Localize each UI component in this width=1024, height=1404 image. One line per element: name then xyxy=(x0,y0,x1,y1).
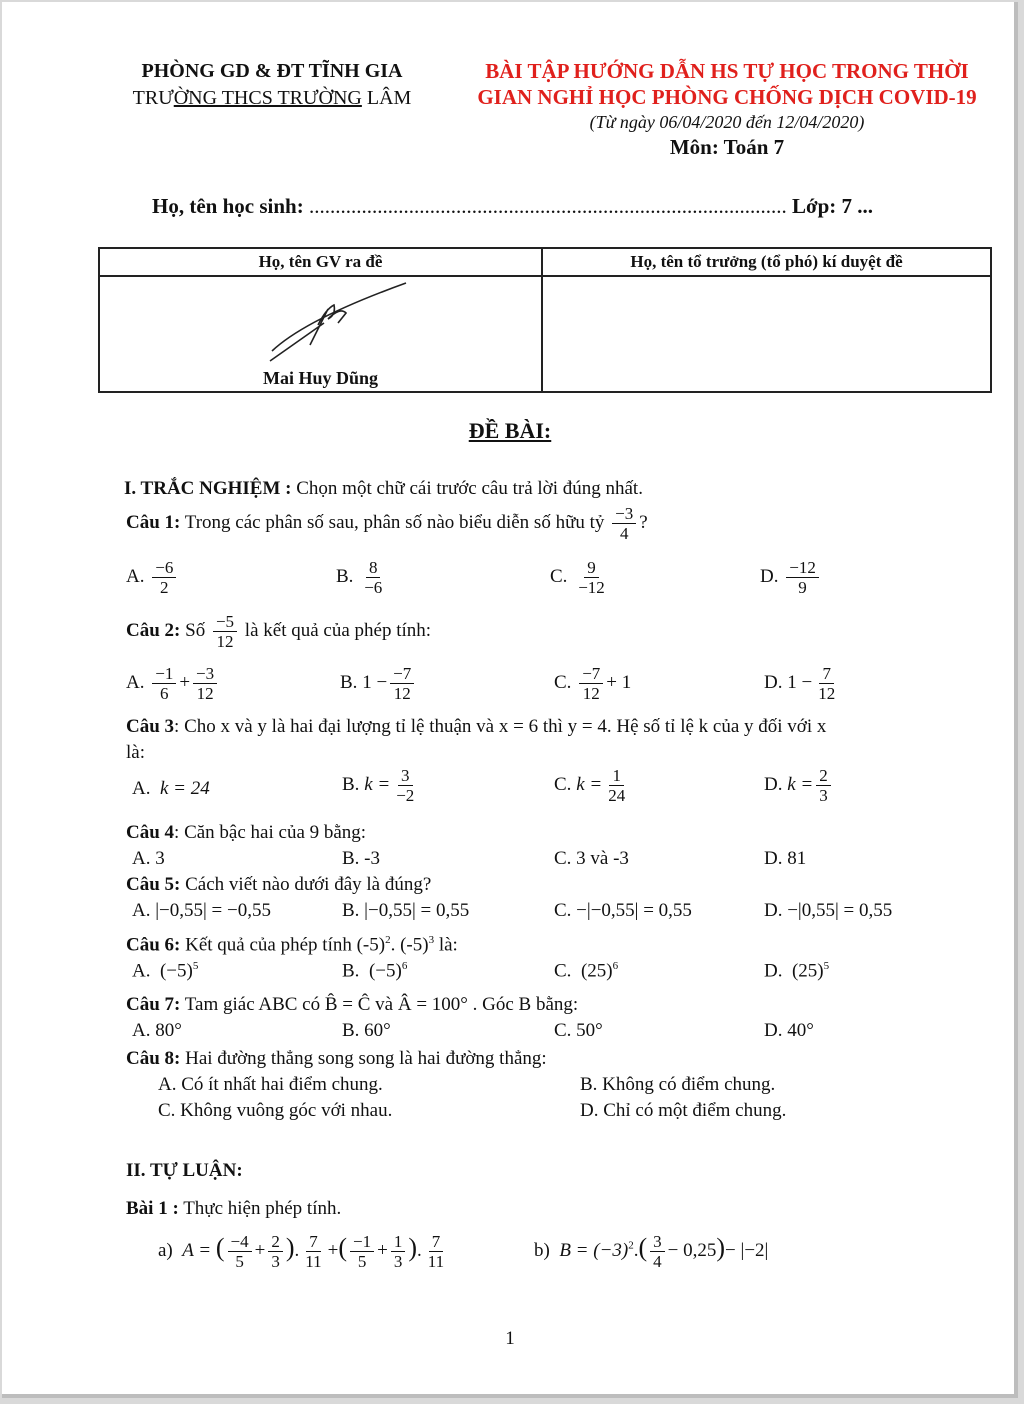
q3-option-b[interactable]: B. k = $\frac{3}{-2}$ xyxy=(342,766,415,805)
question-8: Câu 8: Hai đường thẳng song song là hai đường thẳng: xyxy=(126,1048,547,1069)
q8-option-d[interactable]: D. Chỉ có một điểm chung. xyxy=(580,1100,787,1121)
approver-signature-cell xyxy=(542,276,991,392)
teacher-name: Mai Huy Dũng xyxy=(262,368,379,388)
approver-column-header: Họ, tên tổ trưởng (tổ phó) kí duyệt đề xyxy=(542,248,991,276)
document-page xyxy=(2,2,1018,1398)
q1-option-c[interactable]: C. $\frac{9}{-12}$ xyxy=(550,558,605,597)
q7-option-d[interactable]: D. 40° xyxy=(764,1020,814,1041)
student-name-blank: ........................................................................................... xyxy=(308,194,787,218)
q3-option-c[interactable]: C. k = $\frac{1}{24}$ xyxy=(554,766,626,805)
q5-option-a[interactable]: A. |−0,55| = −0,55 xyxy=(132,900,271,921)
q1-option-a[interactable]: A. $\frac{-6}{2}$ xyxy=(126,558,179,597)
q5-option-c[interactable]: C. −|−0,55| = 0,55 xyxy=(554,900,692,921)
date-range: (Từ ngày 06/04/2020 đến 12/04/2020) xyxy=(589,112,865,132)
q7-option-c[interactable]: C. 50° xyxy=(554,1020,603,1041)
document-title-block xyxy=(452,58,1002,160)
bai-1: Bài 1 : Thực hiện phép tính. xyxy=(126,1198,342,1219)
question-7: Câu 7: Tam giác ABC có B̂ = Ĉ và Â = 100° . Góc B bằng: xyxy=(126,994,579,1015)
q2-option-c[interactable]: C. $\frac{-7}{12}$ + 1 xyxy=(554,664,632,703)
school-name: TRƯỜNG THCS TRƯỜNG LÂM xyxy=(132,87,412,109)
q6-option-a[interactable]: A. $(-5)^5$ xyxy=(132,960,199,982)
q6-option-d[interactable]: D. $(25)^5$ xyxy=(764,960,830,982)
q2-option-b[interactable]: B. 1 − $\frac{-7}{12}$ xyxy=(340,664,417,703)
school-header xyxy=(102,60,442,110)
q6-option-c[interactable]: C. $(25)^6$ xyxy=(554,960,619,982)
q6-option-b[interactable]: B. $(-5)^6$ xyxy=(342,960,408,982)
q4-option-b[interactable]: B. -3 xyxy=(342,848,380,869)
q2-option-a[interactable]: A. $\frac{-1}{6}$ + $\frac{-3}{12}$ xyxy=(126,664,220,703)
bai-1-part-b: b) $B = (-3)^2$.( $\frac{3}{4}$ − 0,25)− |−2| xyxy=(534,1232,769,1271)
subject: Môn: Toán 7 xyxy=(669,135,785,159)
q8-option-c[interactable]: C. Không vuông góc với nhau. xyxy=(158,1100,393,1121)
q4-option-c[interactable]: C. 3 và -3 xyxy=(554,848,629,869)
title-line-2: GIAN NGHỈ HỌC PHÒNG CHỐNG DỊCH COVID-19 xyxy=(477,85,977,109)
page-number: 1 xyxy=(505,1328,515,1349)
question-3-cont: là: xyxy=(126,742,145,763)
q8-option-a[interactable]: A. Có ít nhất hai điểm chung. xyxy=(158,1074,383,1095)
bai-1-part-a: a) A = ( $\frac{-4}{5}$ + $\frac{2}{3}$ ). $\frac{7}{11}$ +( $\frac{-1}{5}$ + $\frac{1}{3}$ ). $\frac{7}{11}$ xyxy=(158,1232,445,1271)
q1-option-b[interactable]: B. $\frac{8}{-6}$ xyxy=(336,558,383,597)
class-label: Lớp: 7 ... xyxy=(791,194,873,218)
question-1: Câu 1: Trong các phân số sau, phân số nào biểu diễn số hữu tỷ $\frac{-3}{4}$ ? xyxy=(126,504,648,543)
q7-option-b[interactable]: B. 60° xyxy=(342,1020,391,1041)
part1-instruction: Chọn một chữ cái trước câu trả lời đúng nhất. xyxy=(291,478,643,499)
q8-option-b[interactable]: B. Không có điểm chung. xyxy=(580,1074,776,1095)
signature-table xyxy=(98,247,992,393)
question-4: Câu 4: Căn bậc hai của 9 bằng: xyxy=(126,822,367,843)
part1-heading: I. TRẮC NGHIỆM : xyxy=(124,478,292,499)
question-2: Câu 2: Số $\frac{-5}{12}$ là kết quả của phép tính: xyxy=(126,612,432,651)
teacher-signature-cell xyxy=(99,276,542,392)
q4-option-a[interactable]: A. 3 xyxy=(132,848,165,869)
q1-option-d[interactable]: D. $\frac{-12}{9}$ xyxy=(760,558,822,597)
q5-option-b[interactable]: B. |−0,55| = 0,55 xyxy=(342,900,470,921)
part2-heading: II. TỰ LUẬN: xyxy=(126,1160,243,1181)
question-6: Câu 6: Kết quả của phép tính $(-5)^2$. $(-5)^3$ là: xyxy=(126,934,458,956)
q3-option-a[interactable]: A. k = 24 xyxy=(132,778,210,799)
q3-option-d[interactable]: D. k = $\frac{2}{3}$ xyxy=(764,766,834,805)
q5-option-d[interactable]: D. −|0,55| = 0,55 xyxy=(764,900,893,921)
q7-option-a[interactable]: A. 80° xyxy=(132,1020,182,1041)
q4-option-d[interactable]: D. 81 xyxy=(764,848,807,869)
question-3: Câu 3: Cho x và y là hai đại lượng tỉ lệ thuận và x = 6 thì y = 4. Hệ số tỉ lệ k của y đối với x xyxy=(126,716,827,737)
student-name-label: Họ, tên học sinh: xyxy=(152,194,304,218)
signature-icon xyxy=(266,279,426,371)
teacher-column-header: Họ, tên GV ra đề xyxy=(99,248,542,276)
student-info-line xyxy=(152,194,873,219)
q2-option-d[interactable]: D. 1 − $\frac{7}{12}$ xyxy=(764,664,836,703)
exam-title: ĐỀ BÀI: xyxy=(468,418,552,443)
title-line-1: BÀI TẬP HƯỚNG DẪN HS TỰ HỌC TRONG THỜI xyxy=(485,59,969,83)
question-5: Câu 5: Cách viết nào dưới đây là đúng? xyxy=(126,874,432,895)
part1-heading-line xyxy=(124,478,643,500)
department-name: PHÒNG GD & ĐT TĨNH GIA xyxy=(141,60,403,82)
